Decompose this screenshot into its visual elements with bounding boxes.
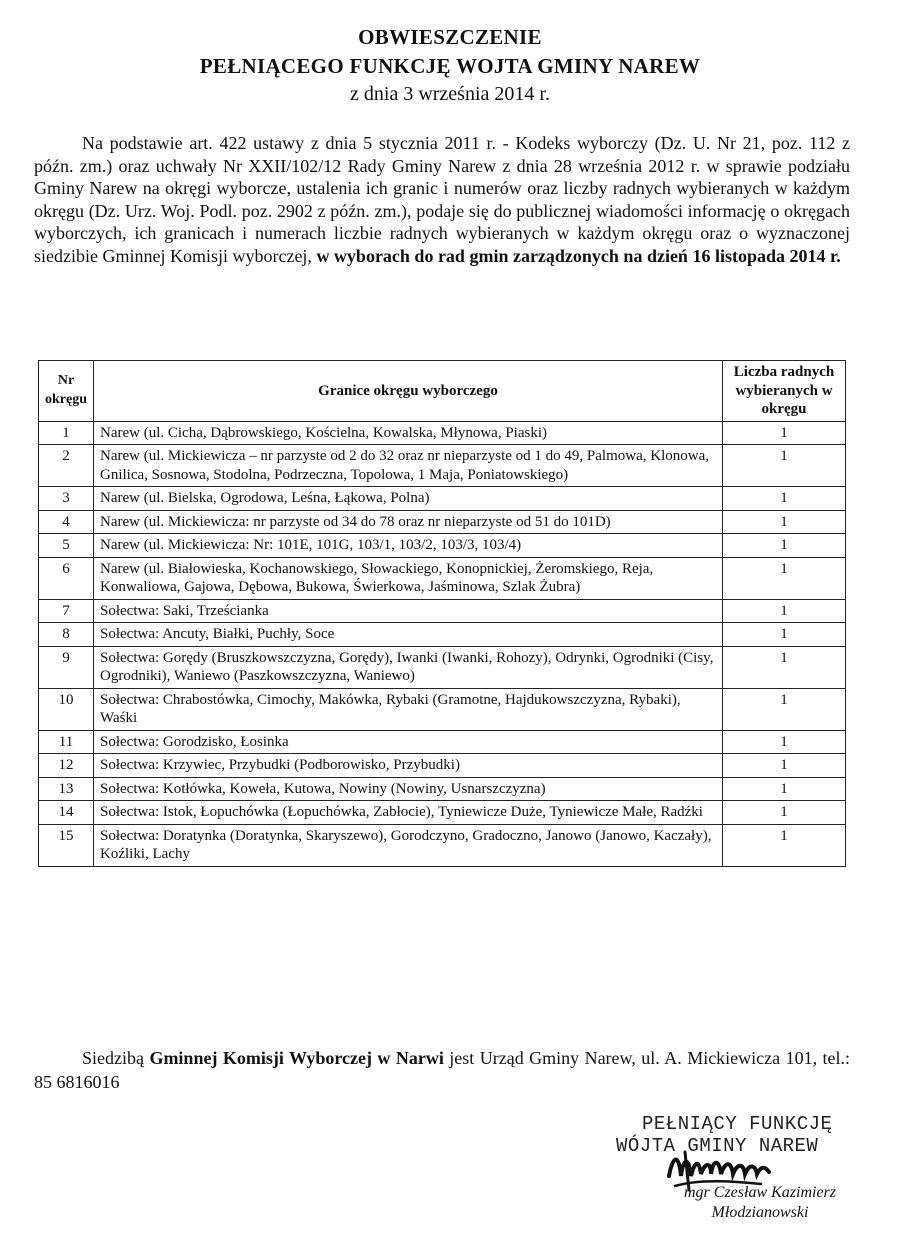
districts-table [38,360,846,867]
row-number: 10 [39,688,94,730]
row-number: 13 [39,777,94,801]
row-number: 11 [39,730,94,754]
table-row [39,754,846,778]
table-row [39,534,846,558]
signatory-line-1: mgr Czesław Kazimierz [683,1184,837,1201]
row-boundaries: Sołectwa: Chrabostówka, Cimochy, Makówka, Rybaki (Gramotne, Hajdukowszczyzna, Rybaki), Waśki [94,688,723,730]
document-title: OBWIESZCZENIE [358,25,542,49]
row-number: 4 [39,510,94,534]
table-header-row [39,361,846,422]
row-number: 5 [39,534,94,558]
table-row [39,824,846,866]
row-councillors: 1 [723,777,846,801]
table-row [39,445,846,487]
row-number: 12 [39,754,94,778]
document-date: z dnia 3 września 2014 r. [350,83,550,105]
table-row [39,777,846,801]
intro-text: Na podstawie art. 422 ustawy z dnia 5 stycznia 2011 r. - Kodeks wyborczy (Dz. U. Nr 21, poz. 112 z późn. zm.) oraz uchwały Nr XXII/102/12 Rady Gminy Narew z dnia 28 września 2012 r. w sprawie podziału Gminy Narew na okręgi wyborcze, ustalenia ich granic i numerów oraz liczby radnych wybieranych w każdym okręgu (Dz. Urz. Woj. Podl. poz. 2902 z późn. zm.), podaje się do publicznej wiadomości informację o okręgach wyborczych, ich granicach i numerach liczbie radnych wybieranych w każdym okręgu oraz o wyznaczonej siedzibie Gminnej Komisji wyborczej, [34,133,850,266]
row-number: 7 [39,599,94,623]
header-nr: Nr okręgu [39,361,94,422]
row-councillors: 1 [723,824,846,866]
row-boundaries: Sołectwa: Ancuty, Białki, Puchły, Soce [94,623,723,647]
row-boundaries: Sołectwa: Doratynka (Doratynka, Skaryszewo), Gorodczyno, Gradoczno, Janowo (Janowo, Kaczały), Koźliki, Lachy [94,824,723,866]
header-liczba: Liczba radnych wybieranych w okręgu [723,361,846,422]
row-boundaries: Sołectwa: Istok, Łopuchówka (Łopuchówka, Zabłocie), Tyniewicze Duże, Tyniewicze Małe, Radźki [94,801,723,825]
signatory-line-2: Młodzianowski [711,1204,809,1221]
row-number: 6 [39,557,94,599]
signatory-name [640,1183,880,1223]
row-councillors: 1 [723,801,846,825]
table-row [39,801,846,825]
row-councillors: 1 [723,623,846,647]
table-row [39,510,846,534]
table-row [39,688,846,730]
row-councillors: 1 [723,754,846,778]
header-granice: Granice okręgu wyborczego [94,361,723,422]
row-councillors: 1 [723,445,846,487]
row-boundaries: Sołectwa: Gorodzisko, Łosinka [94,730,723,754]
row-councillors: 1 [723,599,846,623]
table-row [39,646,846,688]
row-number: 8 [39,623,94,647]
row-number: 2 [39,445,94,487]
row-number: 14 [39,801,94,825]
row-councillors: 1 [723,646,846,688]
row-boundaries: Narew (ul. Mickiewicza – nr parzyste od 2 do 32 oraz nr nieparzyste od 1 do 49, Palmowa, Klonowa, Gnilica, Sosnowa, Stodolna, Podrzeczna, Topolowa, 1 Maja, Poniatowskiego) [94,445,723,487]
row-councillors: 1 [723,510,846,534]
row-number: 15 [39,824,94,866]
row-boundaries: Narew (ul. Bielska, Ogrodowa, Leśna, Łąkowa, Polna) [94,487,723,511]
row-councillors: 1 [723,557,846,599]
row-councillors: 1 [723,730,846,754]
stamp-line-2: WÓJTA GMINY NAREW [616,1135,819,1157]
row-boundaries: Sołectwa: Saki, Trześcianka [94,599,723,623]
footer-paragraph [34,1046,850,1094]
document-header [0,22,900,108]
row-number: 9 [39,646,94,688]
row-boundaries: Sołectwa: Krzywiec, Przybudki (Podborowisko, Przybudki) [94,754,723,778]
row-councillors: 1 [723,688,846,730]
row-councillors: 1 [723,534,846,558]
row-councillors: 1 [723,487,846,511]
table-row [39,730,846,754]
table-row [39,557,846,599]
table-row [39,487,846,511]
intro-paragraph [34,132,850,268]
document-subtitle: PEŁNIĄCEGO FUNKCJĘ WOJTA GMINY NAREW [199,54,701,78]
row-boundaries: Sołectwa: Kotłówka, Koweła, Kutowa, Nowiny (Nowiny, Usnarszczyzna) [94,777,723,801]
row-boundaries: Narew (ul. Białowieska, Kochanowskiego, Słowackiego, Konopnickiej, Żeromskiego, Reja, Konwaliowa, Gajowa, Dębowa, Bukowa, Świerkowa, Jaśminowa, Szlak Żubra) [94,557,723,599]
table-row [39,599,846,623]
row-boundaries: Sołectwa: Gorędy (Bruszkowszczyzna, Gorędy), Iwanki (Iwanki, Rohozy), Odrynki, Ogrodniki (Cisy, Ogrodniki), Waniewo (Paszkowszczyzna, Waniewo) [94,646,723,688]
row-councillors: 1 [723,421,846,445]
table-row [39,421,846,445]
stamp-line-1: PEŁNIĄCY FUNKCJĘ [642,1113,833,1135]
footer-bold: Gminnej Komisji Wyborczej w Narwi [149,1048,444,1068]
table-body [39,421,846,866]
table-row [39,623,846,647]
row-boundaries: Narew (ul. Mickiewicza: nr parzyste od 34 do 78 oraz nr nieparzyste od 51 do 101D) [94,510,723,534]
intro-bold-text: w wyborach do rad gmin zarządzonych na dzień 16 listopada 2014 r. [316,245,841,266]
row-boundaries: Narew (ul. Mickiewicza: Nr: 101E, 101G, 103/1, 103/2, 103/3, 103/4) [94,534,723,558]
footer-prefix: Siedzibą [82,1048,144,1068]
row-boundaries: Narew (ul. Cicha, Dąbrowskiego, Kościelna, Kowalska, Młynowa, Piaski) [94,421,723,445]
row-number: 1 [39,421,94,445]
footer-suffix: jest Urząd Gminy Narew, ul. A. Mickiewicza 101, tel.: 85 6816016 [34,1048,851,1092]
row-number: 3 [39,487,94,511]
